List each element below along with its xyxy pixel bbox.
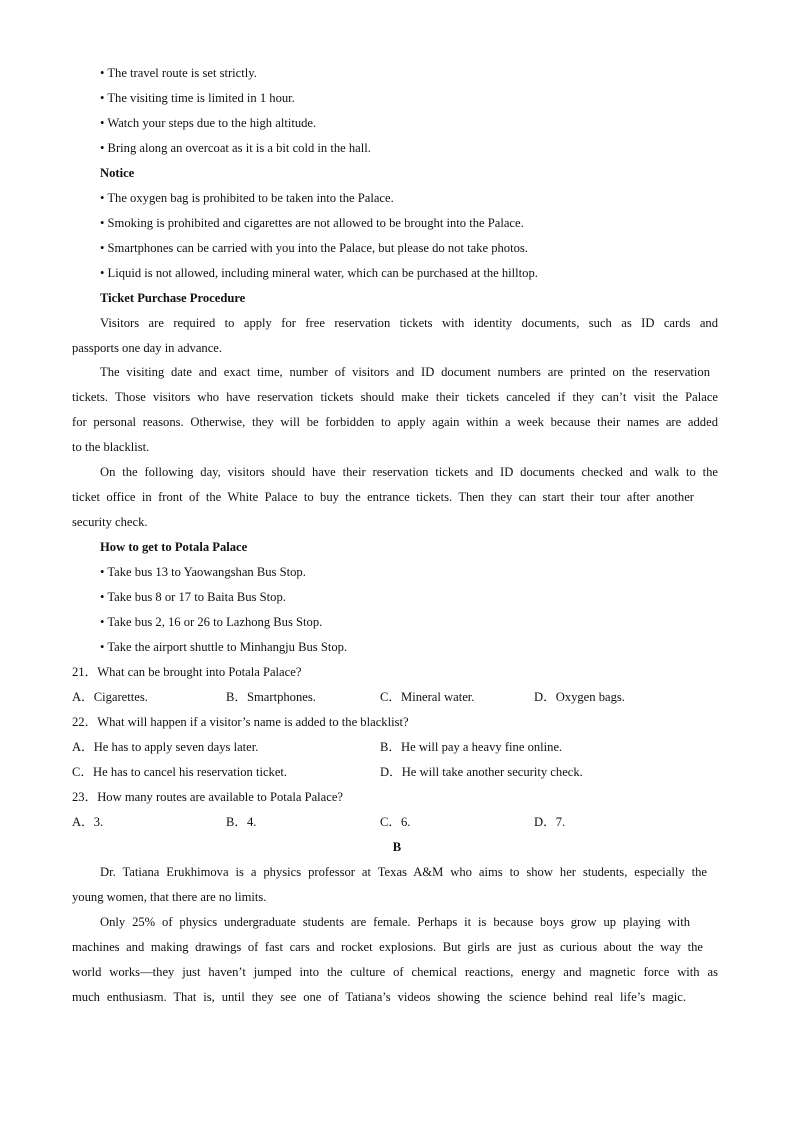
answer-option: B．Smartphones.: [226, 690, 316, 704]
paragraph-line: to the blacklist.: [72, 440, 150, 454]
paragraph-line: The visiting date and exact time, number of visitors and ID document numbers are printed on the reservation: [100, 365, 710, 379]
answer-option: B．4.: [226, 815, 257, 829]
route-item: • Take the airport shuttle to Minhangju Bus Stop.: [100, 640, 348, 654]
section-label: B: [392, 840, 402, 854]
answer-option: B．He will pay a heavy fine online.: [380, 740, 563, 754]
ticket-heading: Ticket Purchase Procedure: [100, 291, 246, 305]
question-stem: 21．What can be brought into Potala Palace?: [72, 665, 302, 679]
notice-heading: Notice: [100, 166, 135, 180]
question-stem: 23．How many routes are available to Potala Palace?: [72, 790, 344, 804]
question-stem: 22．What will happen if a visitor’s name is added to the blacklist?: [72, 715, 409, 729]
answer-option: D．7.: [534, 815, 566, 829]
paragraph-line: passports one day in advance.: [72, 341, 223, 355]
tip-item: • The visiting time is limited in 1 hour.: [100, 91, 295, 105]
paragraph-line: machines and making drawings of fast cars and rocket explosions. But girls are just as curious about the way the: [72, 940, 703, 954]
answer-option: D．Oxygen bags.: [534, 690, 625, 704]
route-item: • Take bus 8 or 17 to Baita Bus Stop.: [100, 590, 286, 604]
notice-item: • Smoking is prohibited and cigarettes are not allowed to be brought into the Palace.: [100, 216, 524, 230]
paragraph-line: Dr. Tatiana Erukhimova is a physics professor at Texas A&M who aims to show her students, especially the: [100, 865, 707, 879]
paragraph-line: world works—they just haven’t jumped into the culture of chemical reactions, energy and magnetic force with as: [72, 965, 718, 979]
answer-option: A．3.: [72, 815, 104, 829]
answer-option: A．Cigarettes.: [72, 690, 148, 704]
answer-option: D．He will take another security check.: [380, 765, 583, 779]
paragraph-line: Only 25% of physics undergraduate students are female. Perhaps it is because boys grow up playing with: [100, 915, 690, 929]
paragraph-line: much enthusiasm. That is, until they see one of Tatiana’s videos showing the science behind real life’s magic.: [72, 990, 686, 1004]
tip-item: • Watch your steps due to the high altitude.: [100, 116, 317, 130]
paragraph-line: young women, that there are no limits.: [72, 890, 267, 904]
howto-heading: How to get to Potala Palace: [100, 540, 248, 554]
paragraph-line: Visitors are required to apply for free reservation tickets with identity documents, such as ID cards and: [100, 316, 718, 330]
route-item: • Take bus 2, 16 or 26 to Lazhong Bus Stop.: [100, 615, 323, 629]
answer-option: C．6.: [380, 815, 411, 829]
paragraph-line: On the following day, visitors should have their reservation tickets and ID documents checked and walk to the: [100, 465, 718, 479]
notice-item: • Liquid is not allowed, including mineral water, which can be purchased at the hilltop.: [100, 266, 538, 280]
paragraph-line: for personal reasons. Otherwise, they will be forbidden to apply again within a week because their names are added: [72, 415, 718, 429]
paragraph-line: security check.: [72, 515, 148, 529]
tip-item: • Bring along an overcoat as it is a bit cold in the hall.: [100, 141, 371, 155]
tip-item: • The travel route is set strictly.: [100, 66, 257, 80]
notice-item: • Smartphones can be carried with you into the Palace, but please do not take photos.: [100, 241, 528, 255]
paragraph-line: ticket office in front of the White Palace to buy the entrance tickets. Then they can start their tour after another: [72, 490, 694, 504]
answer-option: C．He has to cancel his reservation ticket.: [72, 765, 288, 779]
route-item: • Take bus 13 to Yaowangshan Bus Stop.: [100, 565, 306, 579]
paragraph-line: tickets. Those visitors who have reservation tickets should make their tickets canceled if they can’t visit the Palace: [72, 390, 718, 404]
answer-option: C．Mineral water.: [380, 690, 475, 704]
notice-item: • The oxygen bag is prohibited to be taken into the Palace.: [100, 191, 394, 205]
answer-option: A．He has to apply seven days later.: [72, 740, 259, 754]
